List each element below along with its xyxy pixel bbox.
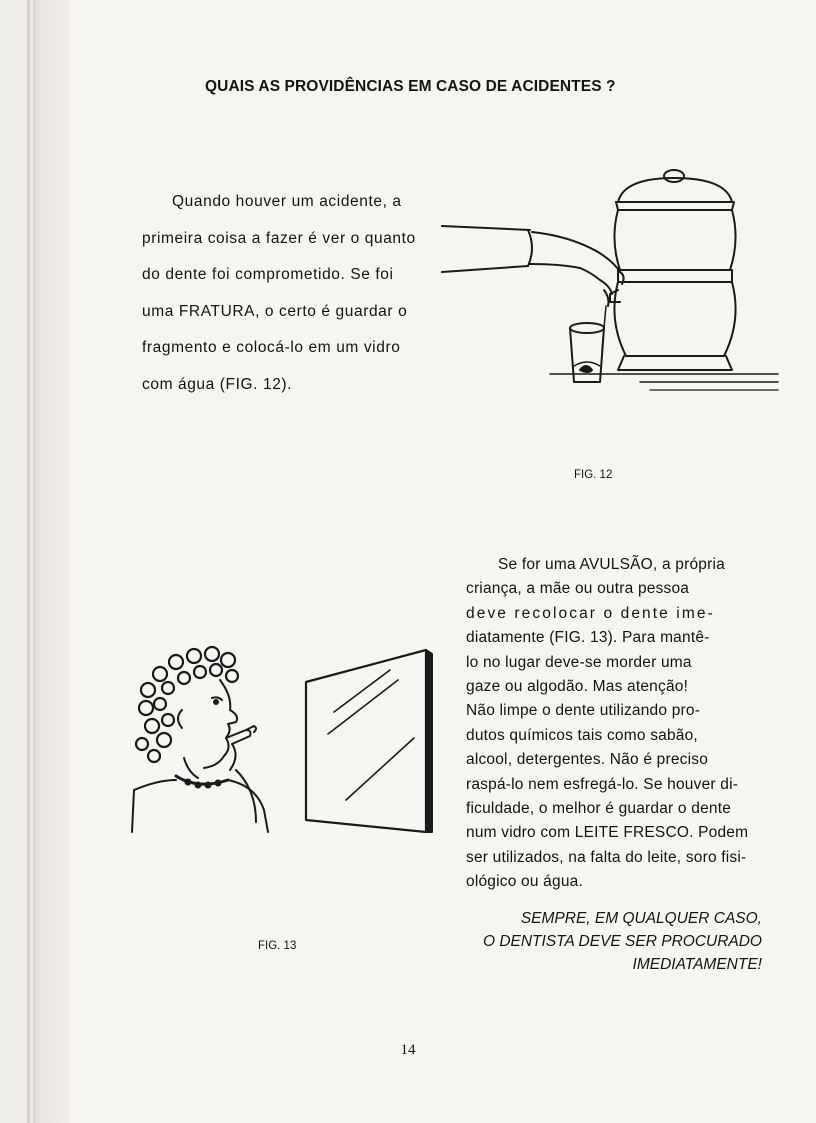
paragraph-line: com água (FIG. 12). [142, 375, 293, 393]
paragraph-line: Quando houver um acidente, a [172, 193, 402, 210]
paragraph-line: raspá-lo nem esfregá-lo. Se houver di- [466, 775, 739, 793]
paragraph-line: fragmento e colocá-lo em um vidro [142, 339, 401, 356]
paragraph-line: Não limpe o dente utilizando pro- [466, 702, 701, 720]
paragraph-line: do dente foi comprometido. Se foi [142, 266, 394, 283]
emphasis-line: O DENTISTA DEVE SER PROCURADO [482, 933, 762, 950]
paragraph-avulsion [466, 553, 756, 895]
emphasis-line: IMEDIATAMENTE! [632, 956, 762, 973]
paragraph-line: criança, a mãe ou outra pessoa [466, 580, 690, 598]
paragraph-line: ficuldade, o melhor é guardar o dente [466, 800, 732, 818]
paragraph-fracture [142, 184, 442, 403]
paragraph-line: ológico ou água. [466, 873, 583, 891]
fig12-caption: FIG. 12 [574, 469, 613, 481]
paragraph-line: uma FRATURA, o certo é guardar o [142, 302, 408, 320]
paragraph-line: diatamente (FIG. 13). Para mantê- [466, 629, 710, 647]
fig13-illustration [128, 640, 458, 840]
emphasis-note [462, 907, 762, 976]
paragraph-line: Se for uma AVULSÃO, a própria [498, 556, 725, 573]
section-heading: QUAIS AS PROVIDÊNCIAS EM CASO DE ACIDENTES ? [205, 78, 616, 95]
paragraph-line: dutos químicos tais como sabão, [466, 726, 698, 744]
page-binding-edge [36, 0, 70, 1123]
paragraph-line: deve recolocar o dente ime- [466, 604, 715, 622]
emphasis-line: SEMPRE, EM QUALQUER CASO, [520, 910, 762, 927]
paragraph-line: lo no lugar deve-se morder uma [466, 653, 692, 671]
paragraph-line: num vidro com LEITE FRESCO. Podem [466, 824, 749, 842]
paragraph-line: alcool, detergentes. Não é preciso [466, 751, 709, 769]
page-number: 14 [400, 1042, 416, 1058]
fig13-caption: FIG. 13 [258, 940, 297, 952]
paragraph-line: ser utilizados, na falta do leite, soro fisi- [466, 848, 747, 866]
paragraph-line: primeira coisa a fazer é ver o quanto [142, 229, 416, 247]
fig12-illustration [440, 160, 780, 400]
paragraph-line: gaze ou algodão. Mas atenção! [466, 678, 689, 696]
